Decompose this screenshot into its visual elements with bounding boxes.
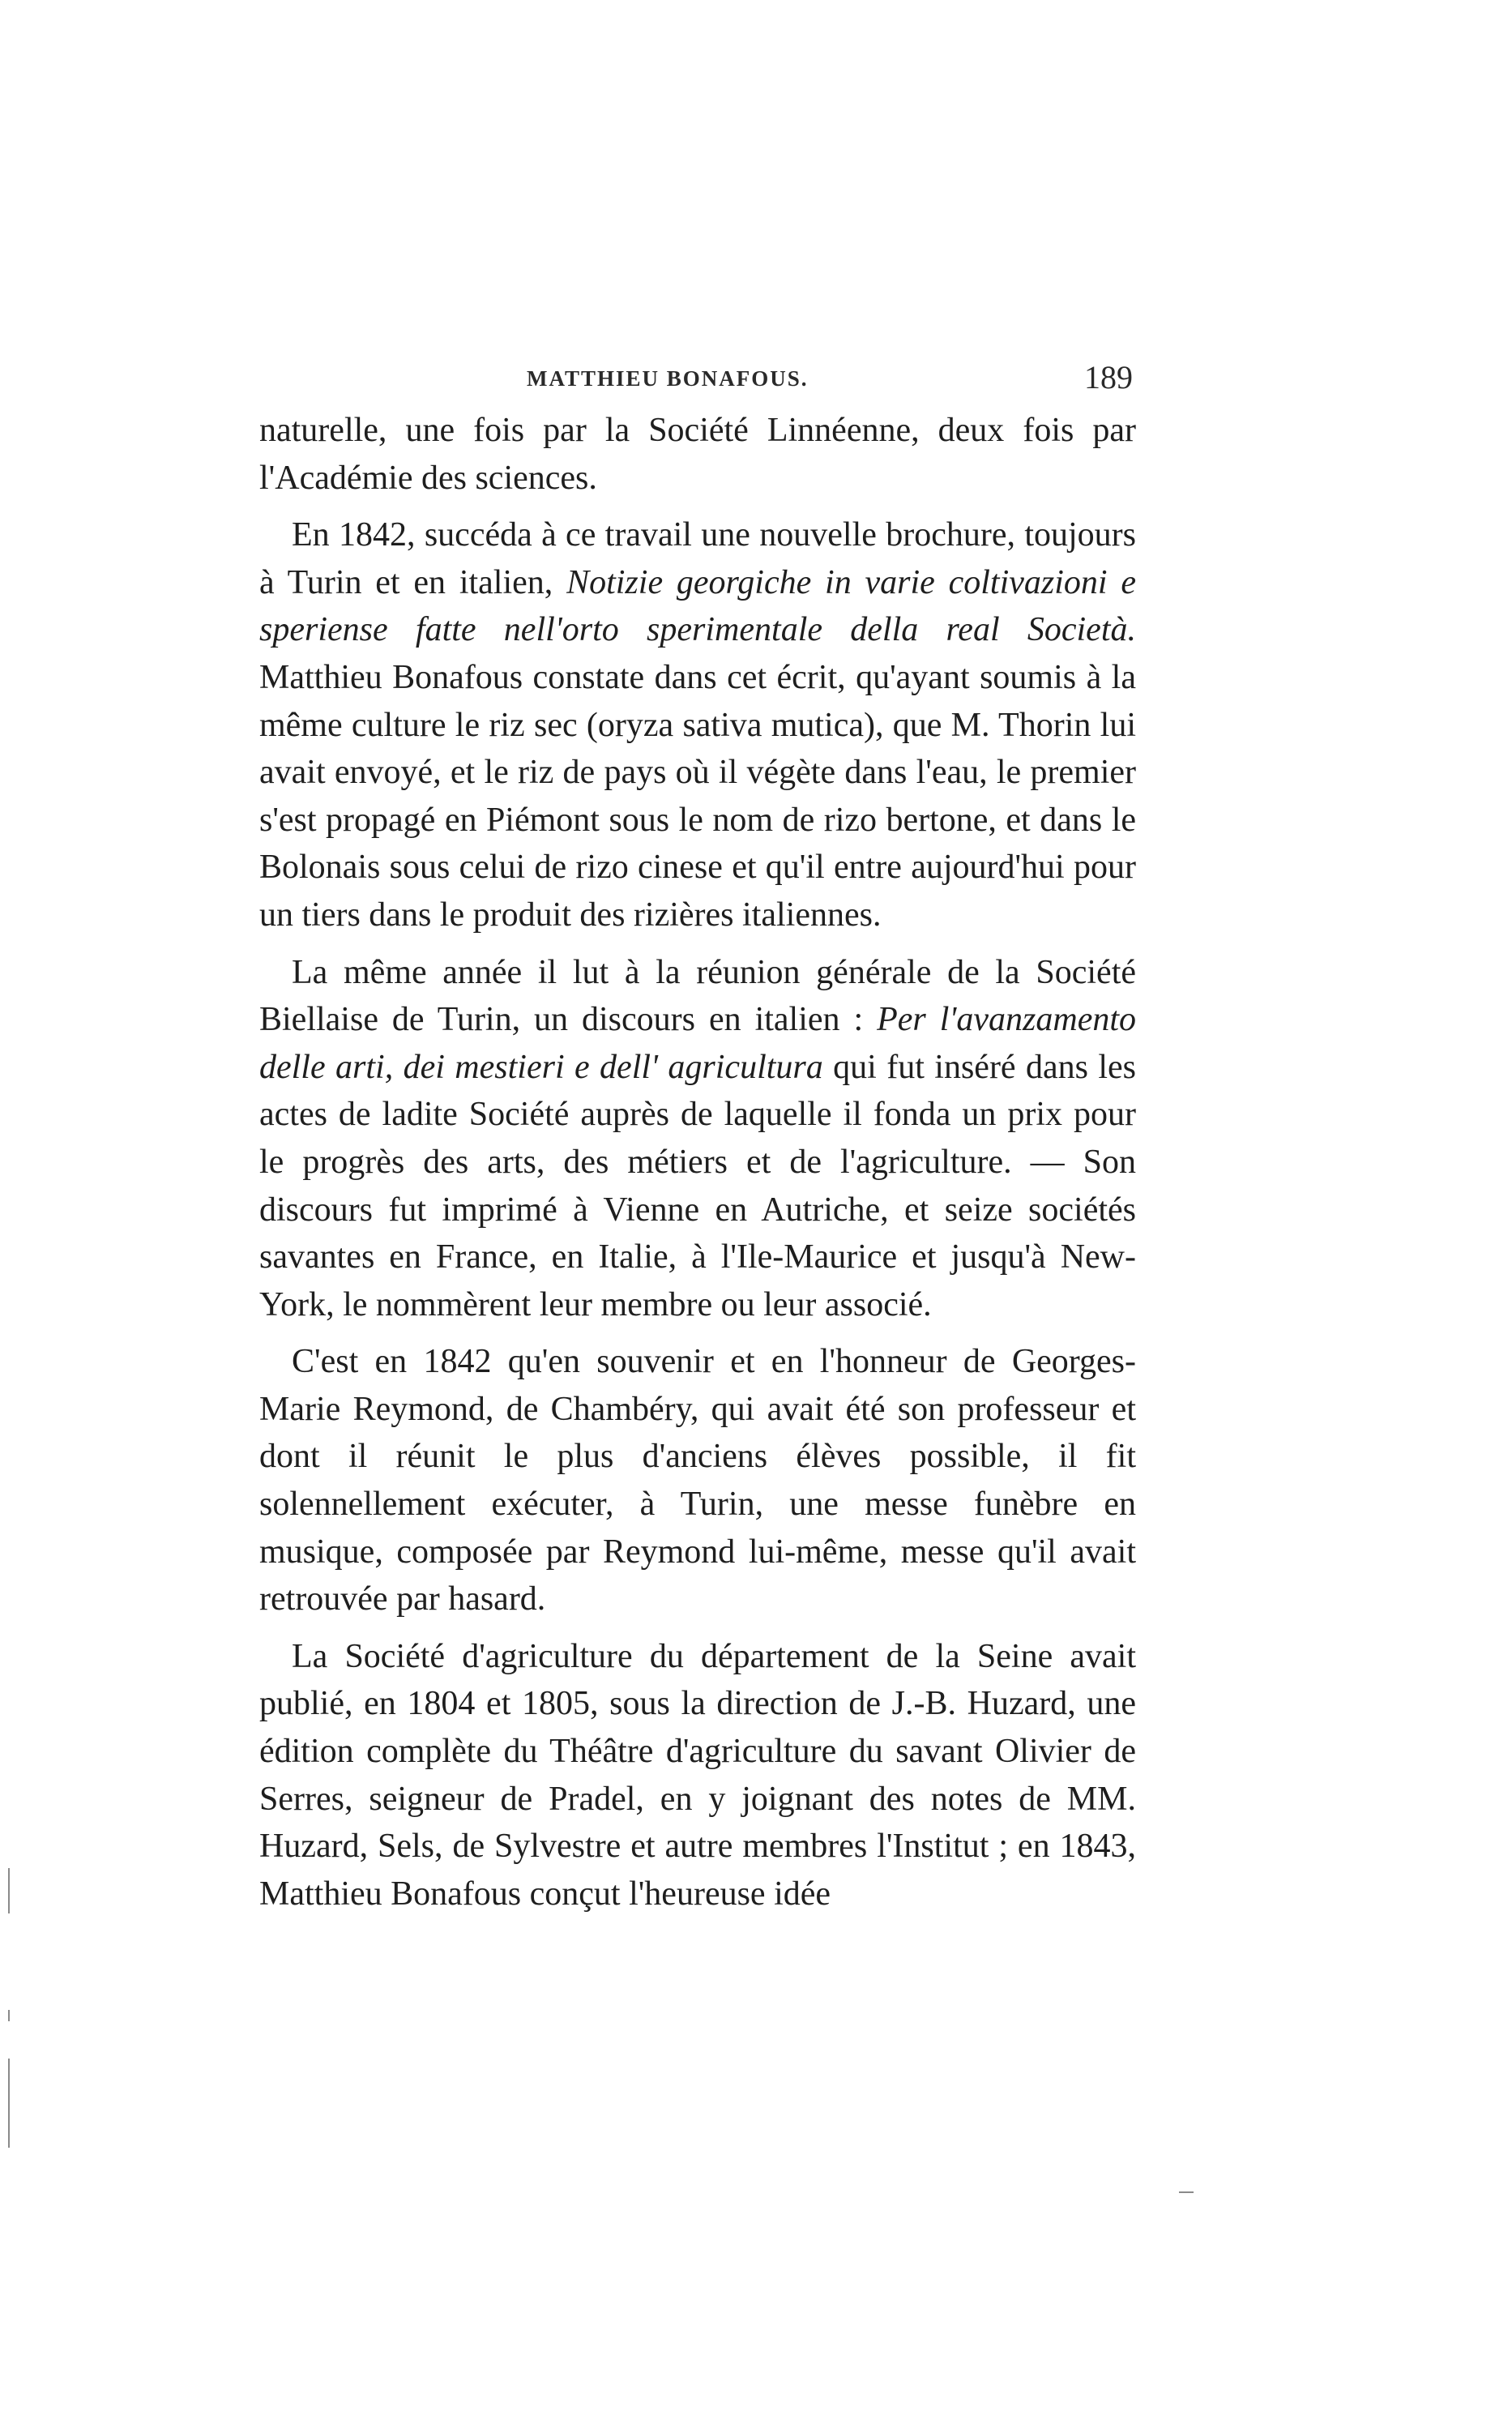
paragraph-3-text-b: qui fut inséré dans les actes de ladite Société auprès de laquelle il fonda un prix pour le progrès des arts, des métiers et de l'agriculture. — Son discours fut imprimé à Vienne en Autriche, et seize sociétés savantes en France, en Italie, à l'Ile-Maurice et jusqu'à New-York, le nommèrent leur membre ou leur associé. <box>259 1048 1137 1323</box>
scan-mark-left-1 <box>8 1868 10 1913</box>
scan-mark-left-2 <box>8 2059 10 2148</box>
paragraph-2-text-b: Matthieu Bonafous constate dans cet écrit, qu'ayant soumis à la même culture le riz sec (oryza sativa mutica), que M. Thorin lui avait envoyé, et le riz de pays où il végète dans l'eau, le premier s'est propagé en Piémont sous le nom de rizo bertone, et dans le Bolonais sous celui de rizo cinese et qu'il entre aujourd'hui pour un tiers dans le produit des rizières italiennes. <box>259 658 1136 934</box>
paragraph-2-text-a: En 1842, succéda à ce travail une nouvelle brochure, toujours à Turin et en italien, <box>259 516 1136 601</box>
page-header <box>259 355 1134 404</box>
running-head: MATTHIEU BONAFOUS. <box>527 366 809 391</box>
italian-title-notizie: Notizie georgiche in varie coltivazioni e speriense fatte nell'orto sperimentale della real Società. <box>259 563 1136 649</box>
italian-title-avanzamento: Per l'avanzamento delle arti, dei mestieri e dell' agricultura <box>259 1001 1137 1086</box>
paragraph-5 <box>259 1633 1136 1918</box>
scan-mark-right-1 <box>1179 2191 1194 2193</box>
scan-mark-left-3 <box>8 2010 10 2021</box>
paragraph-5-text: La Société d'agriculture du département de la Seine avait publié, en 1804 et 1805, sous la direction de J.-B. Huzard, une édition complète du Théâtre d'agriculture du savant Olivier de Serres, seigneur de Pradel, en y joignant des notes de MM. Huzard, Sels, de Sylvestre et autre membres l'Institut ; en 1843, Matthieu Bonafous conçut l'heureuse idée <box>259 1637 1136 1913</box>
paragraph-1 <box>259 407 1136 502</box>
paragraph-2 <box>259 511 1136 938</box>
paragraph-3 <box>259 949 1136 1329</box>
paragraph-4-text: C'est en 1842 qu'en souvenir et en l'honneur de Georges-Marie Reymond, de Chambéry, qui avait été son professeur et dont il réunit le plus d'anciens élèves possible, il fit solennellement exécuter, à Turin, une messe funèbre en musique, composée par Reymond lui-même, messe qu'il avait retrouvée par hasard. <box>259 1343 1136 1618</box>
paragraph-1-text: naturelle, une fois par la Société Linnéenne, deux fois par l'Académie des sciences. <box>259 412 1136 497</box>
page-number: 189 <box>1084 359 1133 395</box>
paragraph-4 <box>259 1338 1136 1623</box>
paragraph-3-text-a: La même année il lut à la réunion générale de la Société Biellaise de Turin, un discours en italien : <box>259 953 1136 1039</box>
body-text <box>259 407 1136 1918</box>
